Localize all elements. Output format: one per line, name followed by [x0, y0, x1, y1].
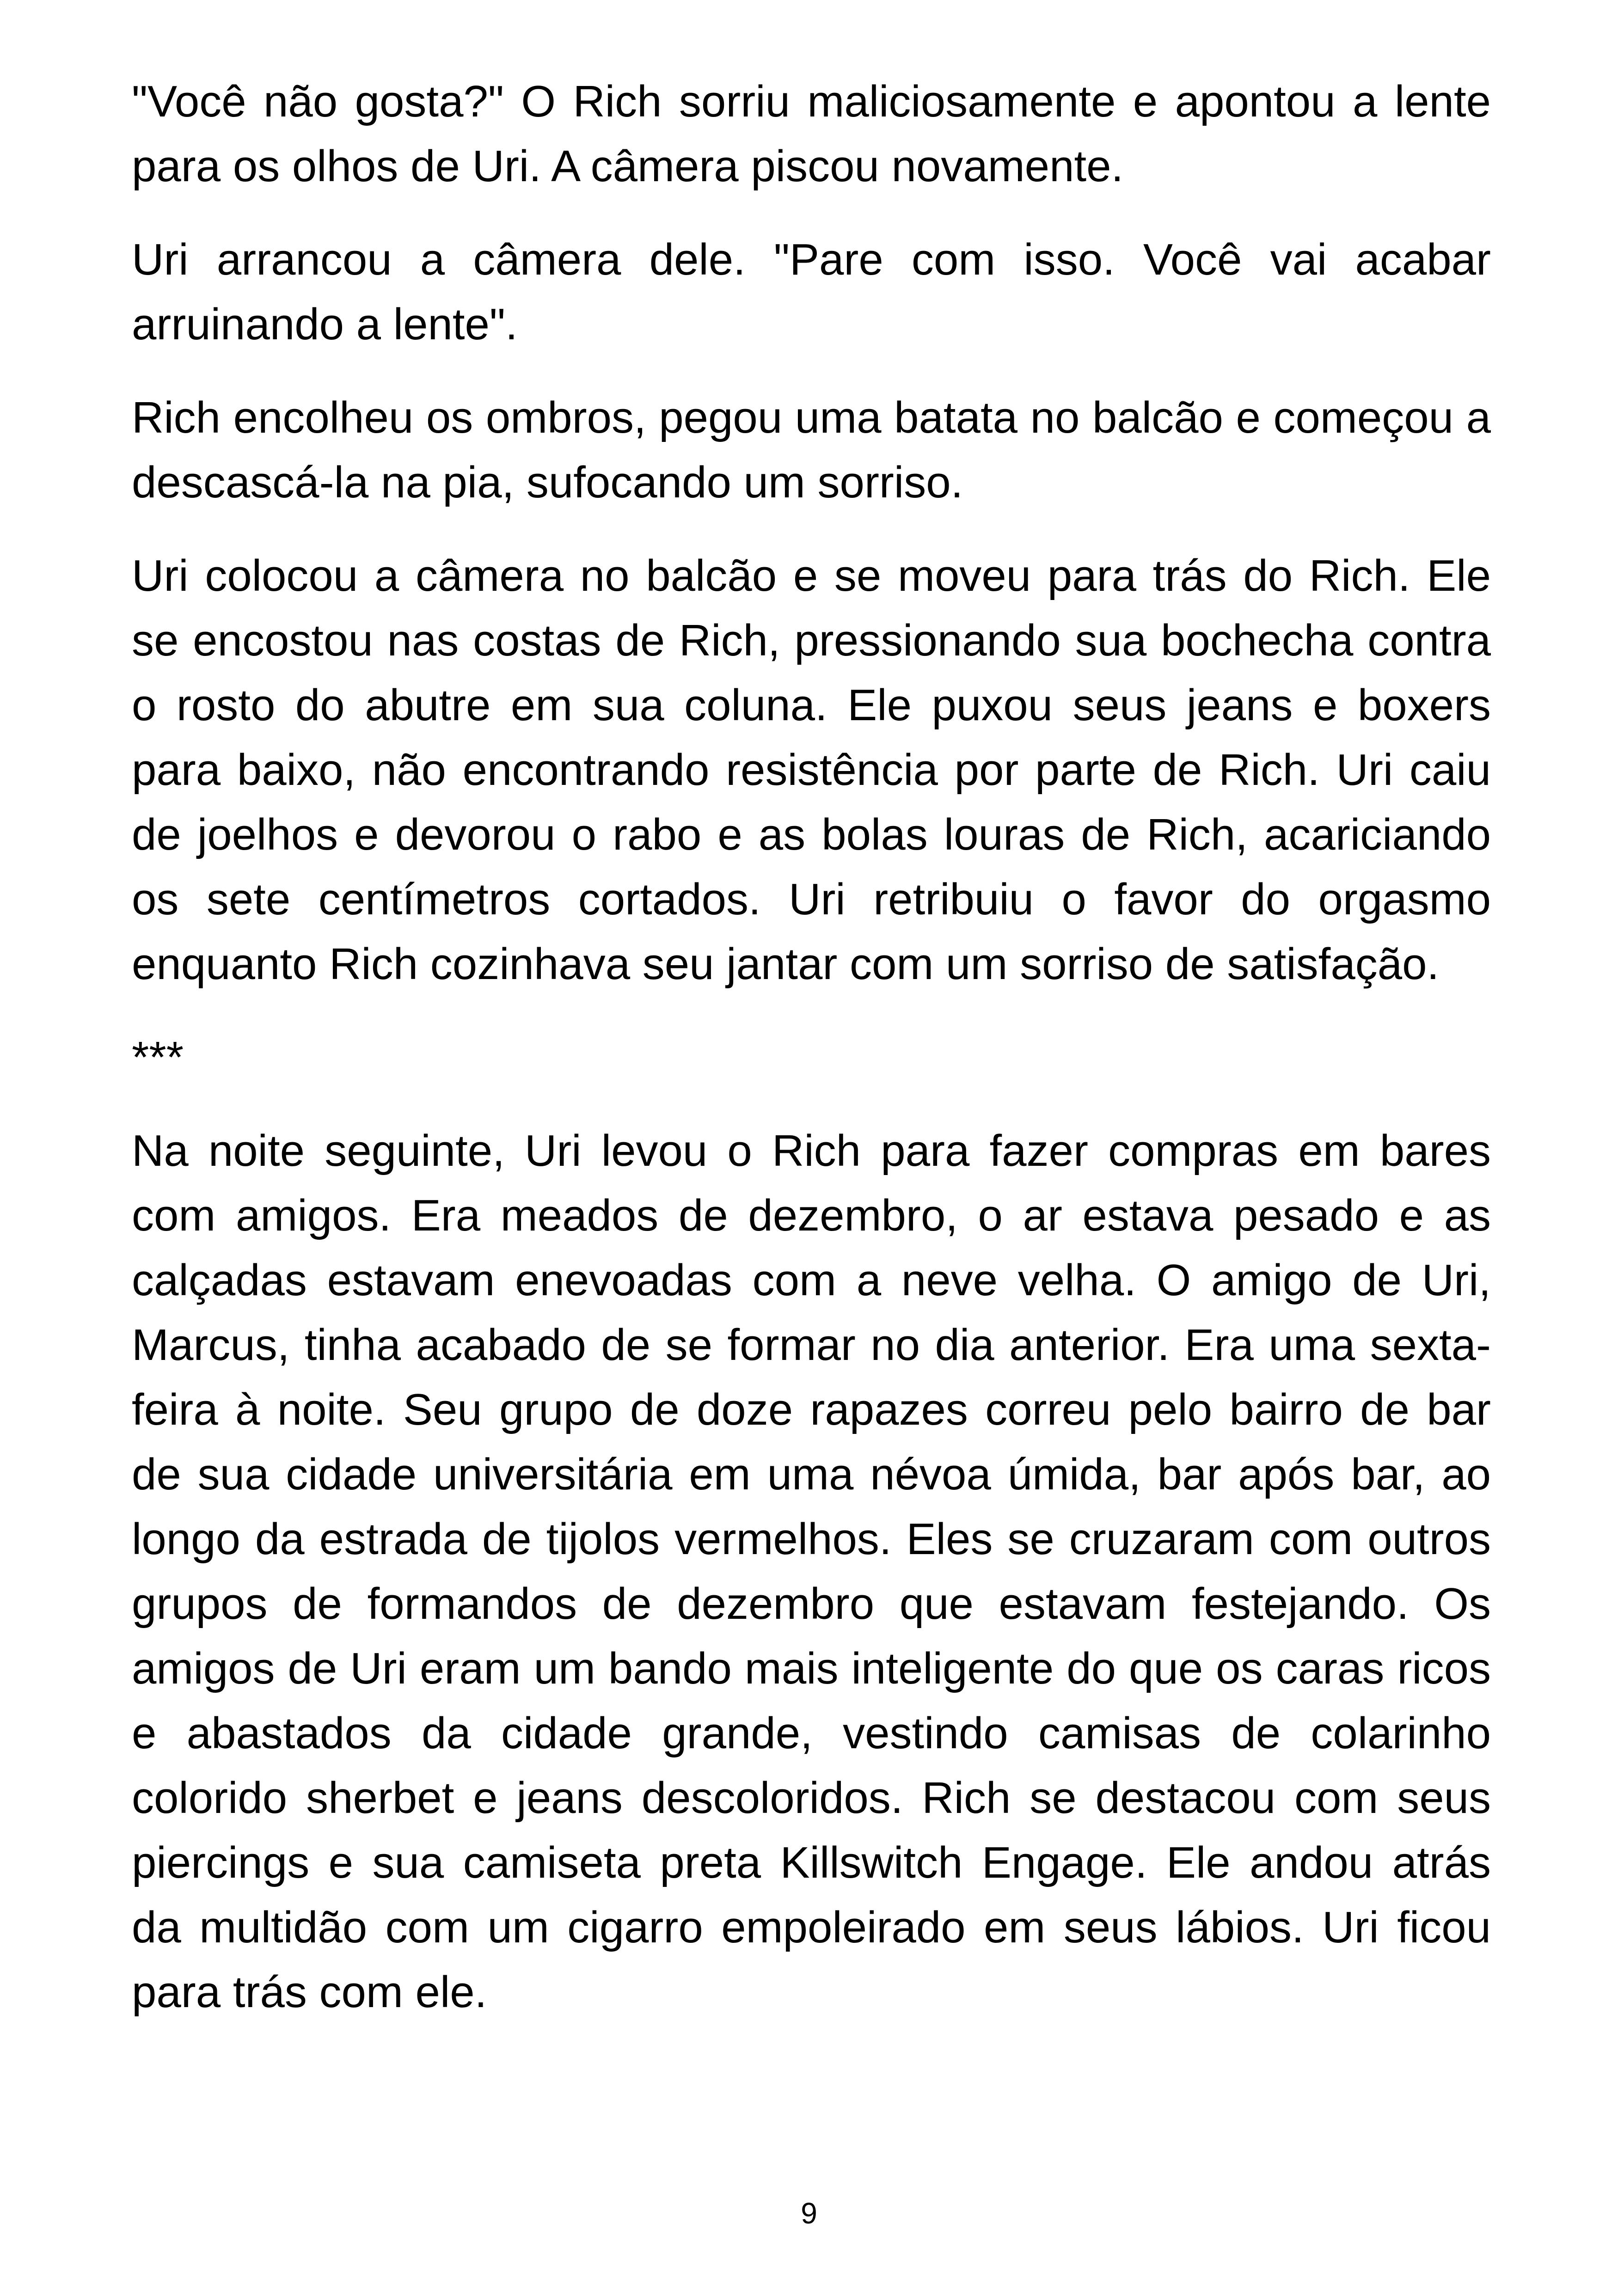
- paragraph-3: Rich encolheu os ombros, pegou uma batata no balcão e começou a descascá-la na pia, sufocando um sorriso.: [132, 393, 1491, 507]
- paragraph-5: Na noite seguinte, Uri levou o Rich para fazer compras em bares com amigos. Era meados de dezembro, o ar estava pesado e as calçadas estavam enevoadas com a neve velha. O amigo de Uri, Marcus, tinha acabado de se formar no dia anterior. Era uma sexta-feira à noite. Seu grupo de doze rapazes correu pelo bairro de bar de sua cidade universitária em uma névoa úmida, bar após bar, ao longo da estrada de tijolos vermelhos. Eles se cruzaram com outros grupos de formandos de dezembro que estavam festejando. Os amigos de Uri eram um bando mais inteligente do que os caras ricos e abastados da cidade grande, vestindo camisas de colarinho colorido sherbet e jeans descoloridos. Rich se destacou com seus piercings e sua camiseta preta Killswitch Engage. Ele andou atrás da multidão com um cigarro empoleirado em seus lábios. Uri ficou para trás com ele.: [132, 1126, 1491, 2017]
- page-body: [132, 69, 1491, 2053]
- paragraph-1: "Você não gosta?" O Rich sorriu maliciosamente e apontou a lente para os olhos de Uri. A câmera piscou novamente.: [132, 77, 1491, 191]
- paragraph-2: Uri arrancou a câmera dele. "Pare com isso. Você vai acabar arruinando a lente".: [132, 235, 1491, 349]
- page-number: 9: [801, 2197, 817, 2230]
- section-divider: ***: [132, 1033, 184, 1082]
- paragraph-4: Uri colocou a câmera no balcão e se moveu para trás do Rich. Ele se encostou nas costas de Rich, pressionando sua bochecha contra o rosto do abutre em sua coluna. Ele puxou seus jeans e boxers para baixo, não encontrando resistência por parte de Rich. Uri caiu de joelhos e devorou o rabo e as bolas louras de Rich, acariciando os sete centímetros cortados. Uri retribuiu o favor do orgasmo enquanto Rich cozinhava seu jantar com um sorriso de satisfação.: [132, 551, 1491, 989]
